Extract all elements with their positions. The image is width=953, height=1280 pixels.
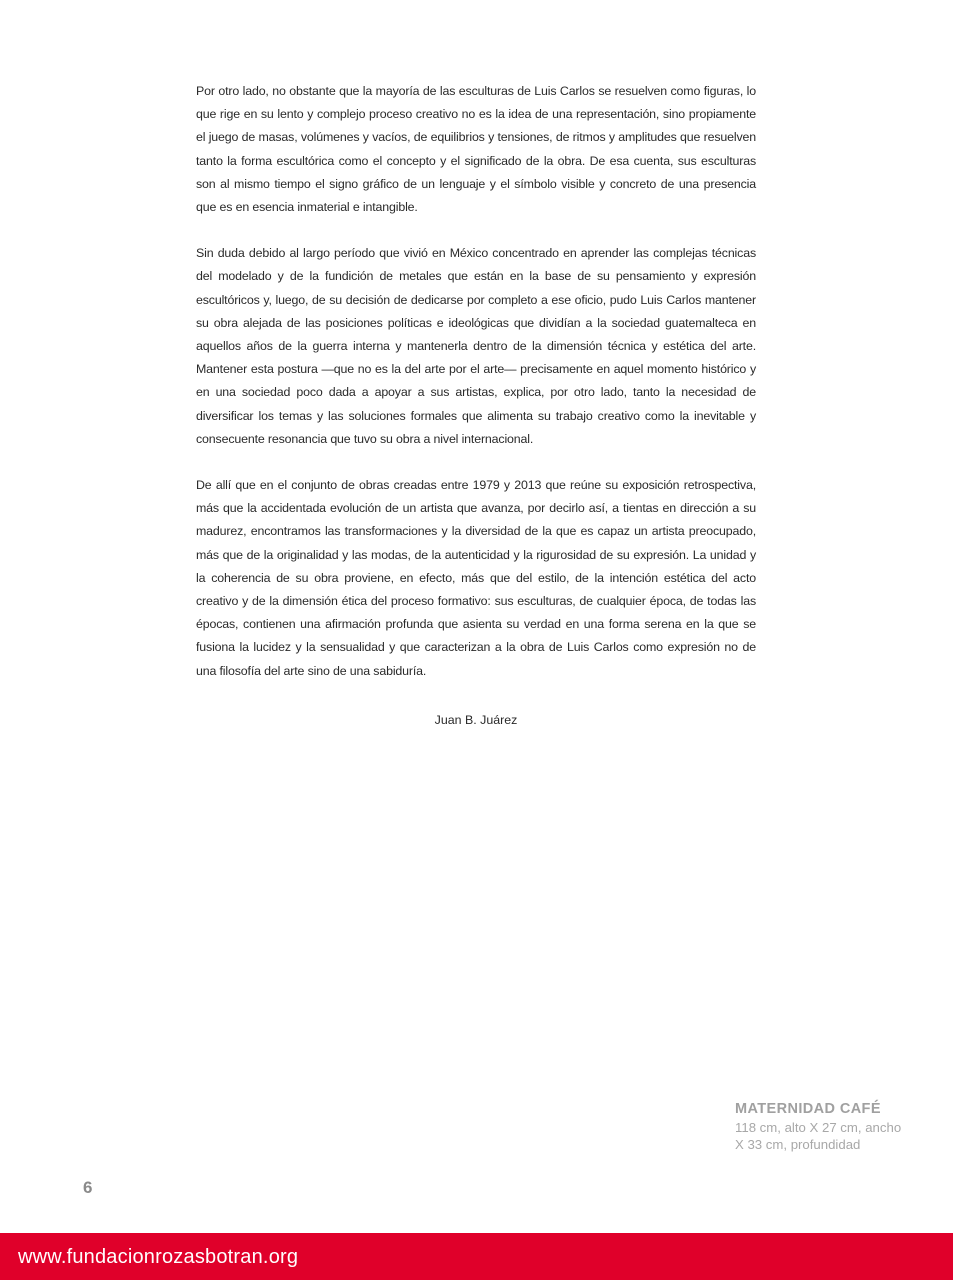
artwork-title: MATERNIDAD CAFÉ: [735, 1101, 881, 1117]
paragraph-2: Sin duda debido al largo período que vivió en México concentrado en aprender las complejas técnicas del modelado y de la fundición de metales que están en la base de su pensamiento y expresión escultóricos y, luego, de su decisión de dedicarse por completo a ese oficio, pudo Luis Carlos mantener su obra alejada de las posiciones políticas e ideológicas que dividían a la sociedad guatemalteca en aquellos años de la guerra interna y mantenerla dentro de la dimensión técnica y estética del arte. Mantener esta postura —que no es la del arte por el arte— precisamente en aquel momento histórico y en una sociedad poco dada a apoyar a sus artistas, explica, por otro lado, tanto la necesidad de diversificar los temas y las soluciones formales que alimenta su trabajo creativo como la inevitable y consecuente resonancia que tuvo su obra a nivel internacional.: [196, 246, 756, 446]
author-signature: Juan B. Juárez: [434, 713, 518, 727]
website-link[interactable]: www.fundacionrozasbotran.org: [18, 1246, 299, 1268]
article-body: [196, 80, 756, 706]
paragraph-3: De allí que en el conjunto de obras creadas entre 1979 y 2013 que reúne su exposición retrospectiva, más que la accidentada evolución de un artista que avanza, por decirlo así, a tientas en dirección a su madurez, encontramos las transformaciones y la diversidad de la que es capaz un artista preocupado, más que de la originalidad y las modas, de la autenticidad y la rigurosidad de su expresión. La unidad y la coherencia de su obra proviene, en efecto, más que del estilo, de la intención estética del acto creativo y de la dimensión ética del proceso formativo: sus esculturas, de cualquier época, de todas las épocas, contienen una afirmación profunda que asienta su verdad en una forma serena en la que se fusiona la lucidez y la sensualidad y que caracterizan a la obra de Luis Carlos como expresión no de una filosofía del arte sino de una sabiduría.: [196, 478, 756, 678]
paragraph-1: Por otro lado, no obstante que la mayoría de las esculturas de Luis Carlos se resuelven como figuras, lo que rige en su lento y complejo proceso creativo no es la idea de una representación, sino propiamente el juego de masas, volúmenes y vacíos, de equilibrios y tensiones, de ritmos y amplitudes que resuelven tanto la forma escultórica como el concepto y el significado de la obra. De esa cuenta, sus esculturas son al mismo tiempo el signo gráfico de un lenguaje y el símbolo visible y concreto de una presencia que es en esencia inmaterial e intangible.: [196, 84, 756, 215]
footer-bar: [0, 1233, 953, 1280]
artwork-dimensions-line-1: 118 cm, alto X 27 cm, ancho: [735, 1120, 902, 1135]
artwork-dimensions-line-2: X 33 cm, profundidad: [735, 1137, 861, 1152]
artwork-caption: [735, 1099, 935, 1153]
page-number: 6: [83, 1178, 93, 1197]
